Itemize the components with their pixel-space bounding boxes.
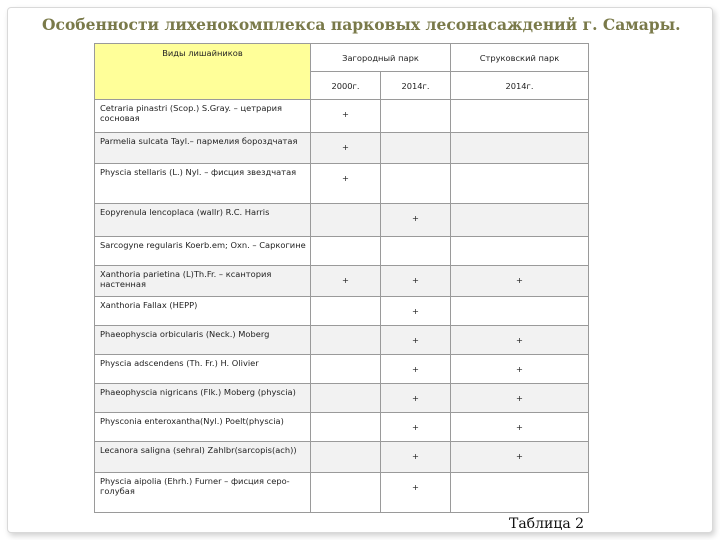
- species-name: Eopyrenula lencoplaca (wallr) R.C. Harris: [95, 204, 311, 237]
- species-name: Phaeophyscia nigricans (Flk.) Moberg (physcia): [95, 384, 311, 413]
- presence-mark: +: [311, 266, 381, 297]
- presence-mark: +: [381, 326, 451, 355]
- presence-mark: +: [381, 473, 451, 513]
- species-name: Physconia enteroxantha(Nyl.) Poelt(physcia): [95, 413, 311, 442]
- table-row: [95, 237, 589, 266]
- presence-mark: +: [451, 266, 589, 297]
- presence-mark: [451, 473, 589, 513]
- presence-mark: [311, 442, 381, 473]
- presence-mark: [311, 297, 381, 326]
- species-name: Physcia stellaris (L.) Nyl. – фисция звездчатая: [95, 164, 311, 204]
- species-name: Physcia adscendens (Th. Fr.) H. Olivier: [95, 355, 311, 384]
- species-name: Physcia aipolia (Ehrh.) Furner – фисция серо-голубая: [95, 473, 311, 513]
- header-strukovsky-park: Струковский парк: [451, 44, 589, 72]
- table-row: [95, 164, 589, 204]
- presence-mark: [381, 237, 451, 266]
- presence-mark: +: [381, 204, 451, 237]
- presence-mark: +: [381, 355, 451, 384]
- table-row: [95, 355, 589, 384]
- presence-mark: [311, 473, 381, 513]
- species-name: Xanthoria Fallax (HEPP): [95, 297, 311, 326]
- presence-mark: +: [381, 442, 451, 473]
- presence-mark: [451, 204, 589, 237]
- table-row: [95, 297, 589, 326]
- presence-mark: [311, 237, 381, 266]
- table-row: [95, 133, 589, 164]
- presence-mark: +: [381, 384, 451, 413]
- presence-mark: +: [311, 133, 381, 164]
- species-name: Phaeophyscia orbicularis (Neck.) Moberg: [95, 326, 311, 355]
- table-row: [95, 266, 589, 297]
- presence-mark: [451, 297, 589, 326]
- presence-mark: [451, 164, 589, 204]
- species-name: Parmelia sulcata Tayl.– пармелия бороздчатая: [95, 133, 311, 164]
- presence-mark: +: [451, 413, 589, 442]
- header-species: Виды лишайников: [95, 44, 311, 100]
- presence-mark: [381, 133, 451, 164]
- presence-mark: [311, 384, 381, 413]
- presence-mark: [451, 100, 589, 133]
- presence-mark: +: [451, 326, 589, 355]
- presence-mark: +: [451, 384, 589, 413]
- species-name: Lecanora saligna (sehral) Zahlbr(sarcopis(ach)): [95, 442, 311, 473]
- presence-mark: [451, 133, 589, 164]
- lichen-table: [94, 43, 589, 513]
- table-row: [95, 473, 589, 513]
- table-row: [95, 413, 589, 442]
- presence-mark: [381, 164, 451, 204]
- presence-mark: +: [451, 442, 589, 473]
- species-name: Xanthoria parietina (L)Th.Fr. – ксантория настенная: [95, 266, 311, 297]
- presence-mark: [311, 413, 381, 442]
- presence-mark: +: [381, 413, 451, 442]
- presence-mark: +: [381, 297, 451, 326]
- presence-mark: +: [451, 355, 589, 384]
- presence-mark: [311, 355, 381, 384]
- presence-mark: +: [311, 100, 381, 133]
- presence-mark: [311, 204, 381, 237]
- presence-mark: +: [311, 164, 381, 204]
- header-year-2000: 2000г.: [311, 72, 381, 100]
- header-year-2014-strukovsky: 2014г.: [451, 72, 589, 100]
- species-name: Sarcogyne regularis Koerb.em; Oxn. – Саркогине: [95, 237, 311, 266]
- header-zagorodny-park: Загородный парк: [311, 44, 451, 72]
- presence-mark: [381, 100, 451, 133]
- header-year-2014-zagorodny: 2014г.: [381, 72, 451, 100]
- table-row: [95, 100, 589, 133]
- species-name: Cetraria pinastri (Scop.) S.Gray. – цетрария сосновая: [95, 100, 311, 133]
- table-row: [95, 384, 589, 413]
- table-caption: Таблица 2: [509, 516, 585, 532]
- table-row: [95, 442, 589, 473]
- presence-mark: [451, 237, 589, 266]
- page-title: Особенности лихенокомплекса парковых лесонасаждений г. Самары.: [42, 15, 681, 34]
- presence-mark: +: [381, 266, 451, 297]
- table-row: [95, 204, 589, 237]
- presence-mark: [311, 326, 381, 355]
- table-row: [95, 326, 589, 355]
